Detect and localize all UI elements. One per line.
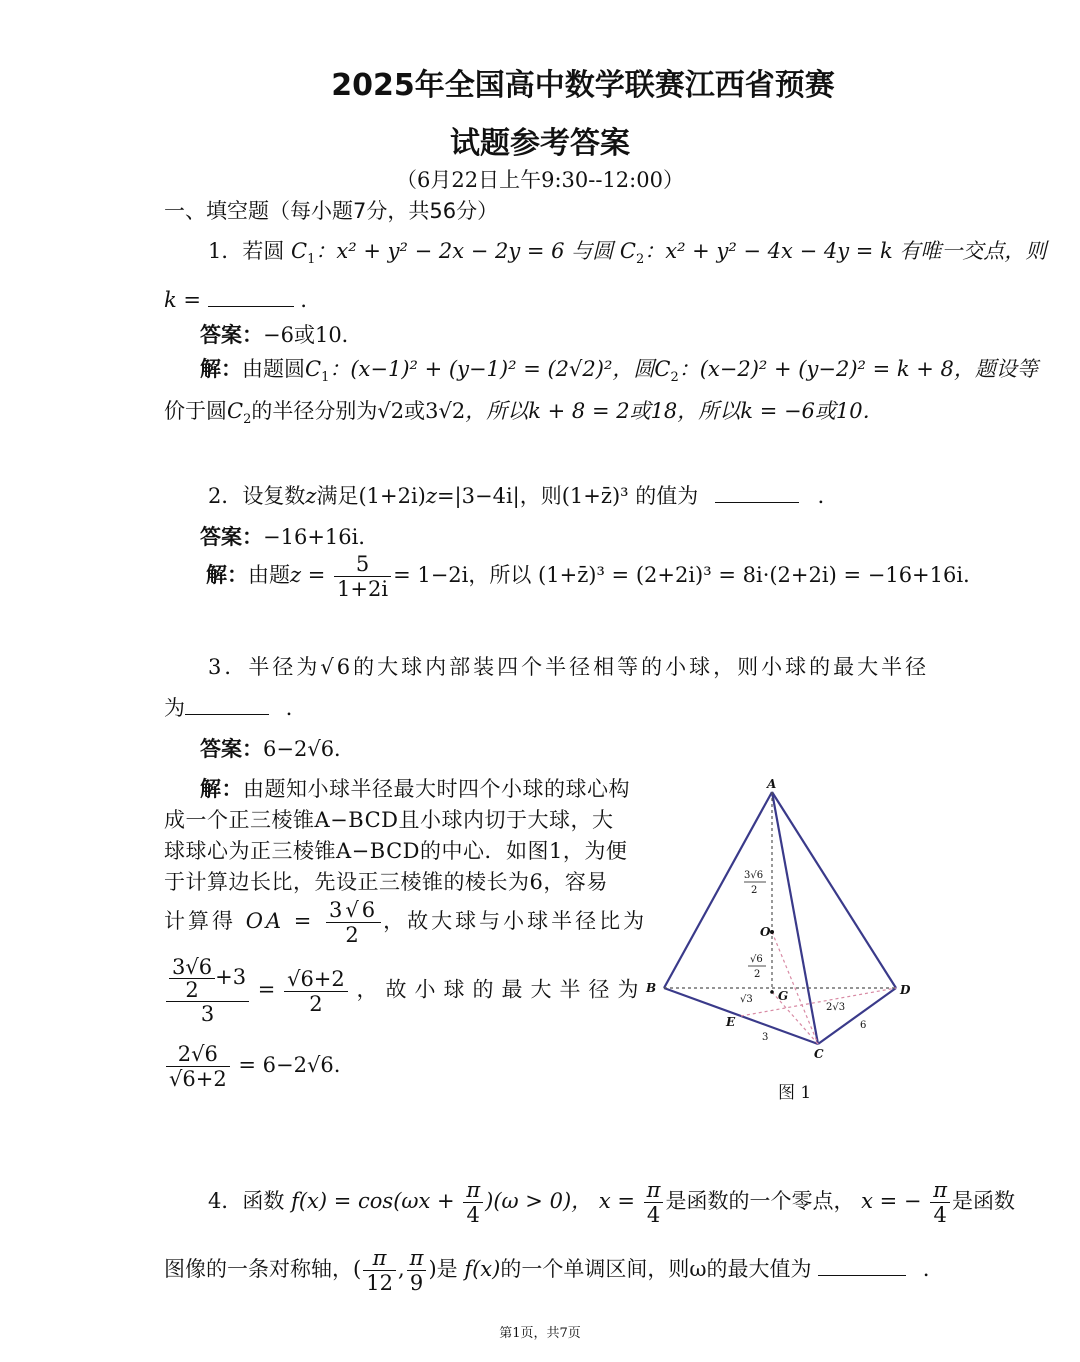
section-heading: 一、填空题（每小题7分，共56分） [164,199,499,223]
q4-answer-blank [818,1255,906,1276]
label-cd: 6 [860,1020,867,1031]
point-g [770,990,774,994]
q4-stem-line2: 图像的一条对称轴，( $\frac{\pi}{12}$ , $\frac{\pi}{9}$ )是 f(x)的一个单调区间，则ω的最大值为 ． [164,1246,944,1295]
label-a: A [767,777,777,791]
page-footer: 第1页，共7页 [499,1326,581,1341]
q3-answer: 答案：6−2√6． [200,737,356,761]
label-d: D [900,983,911,997]
q2-stem: 2．设复数z满足(1+2i)z=|3−4i|，则(1+z̄)³ 的值为 ． [208,484,839,508]
edge-cd [818,988,896,1044]
page-subtitle: 试题参考答案 [450,126,630,161]
q3-ratio-line: $\frac{3√6}{2}$ +3 3 = $\frac{√6+2}{2}$ ，故小球的最大半径为 [164,956,646,1026]
q1-stem-line2: k = ． [164,288,322,312]
figure-caption: 图 1 [778,1083,812,1103]
tetrahedron-diagram [636,770,926,1110]
q3-answer-blank [185,694,269,715]
q2-fraction: $\frac{5}{1+2i}$ [334,552,391,601]
q3-stem: 3．半径为√6的大球内部装四个半径相等的小球，则小球的最大半径 [208,655,930,679]
q4-stem: 4．函数 f(x) = cos(ωx + $\frac{\pi}{4}$ )(ω > 0)， x = $\frac{\pi}{4}$ 是函数的一个零点， x = − $\frac{\pi}{4}$ 是函数 [208,1178,1016,1227]
label-e: E [726,1015,736,1029]
q1-stem: 1．若圆 $C_1$：x² + y² − 2x − 2y = 6 与圆 $C_2$：x² + y² − 4x − 4y = k 有唯一交点，则 [208,239,1047,268]
q2-solution: 解：由题z = $\frac{5}{1+2i}$ = 1−2i，所以 (1+z̄)³ = (2+2i)³ = 8i·(2+2i) = −16+16i． [206,552,985,601]
q3-final-line: $\frac{2√6}{√6+2}$ = 6−2√6. [164,1042,340,1091]
q3-solution-paragraph: 解：由题知小球半径最大时四个小球的球心构成一个正三棱锥A−BCD且小球内切于大球，大球球心为正三棱锥A−BCD的中心．如图1，为便于计算边长比，先设正三棱锥的棱长为6，容易 [164,777,630,894]
label-o: O [760,925,771,939]
label-ec: 3 [762,1032,769,1043]
exam-date: （6月22日上午9:30--12:00） [396,168,684,192]
q3-stem-line2: 为 ． [164,696,307,720]
point-o [770,930,774,934]
label-b: B [646,981,657,995]
q1-solution-line2: 价于圆$C_2$的半径分别为√2或3√2，所以k + 8 = 2或18，所以k = −6或10． [164,399,884,428]
q2-answer: 答案：−16+16i． [200,525,380,549]
label-c: C [814,1047,824,1061]
label-eg: √3 [740,994,753,1005]
segment-ed [741,988,896,1016]
label-og-den: 2 [754,969,761,980]
q2-answer-blank [715,482,799,503]
label-gd: 2√3 [826,1002,846,1013]
figure-1 [636,770,926,1114]
q1-answer-blank [208,286,294,307]
label-g: G [778,989,789,1003]
label-og-num: √6 [750,954,763,965]
q1-answer: 答案：−6或10． [200,323,363,347]
page-title: 2025年全国高中数学联赛江西省预赛 [331,68,835,103]
label-ao-den: 2 [751,885,758,896]
q3-calc-line: 计算得 OA = $\frac{3√6}{2}$ ，故大球与小球半径比为 [164,898,648,947]
label-ao-num: 3√6 [744,870,764,881]
q1-solution-line1: 解：由题圆$C_1$：(x−1)² + (y−1)² = (2√2)²，圆$C_2$：(x−2)² + (y−2)² = k + 8，题设等 [200,357,1038,386]
